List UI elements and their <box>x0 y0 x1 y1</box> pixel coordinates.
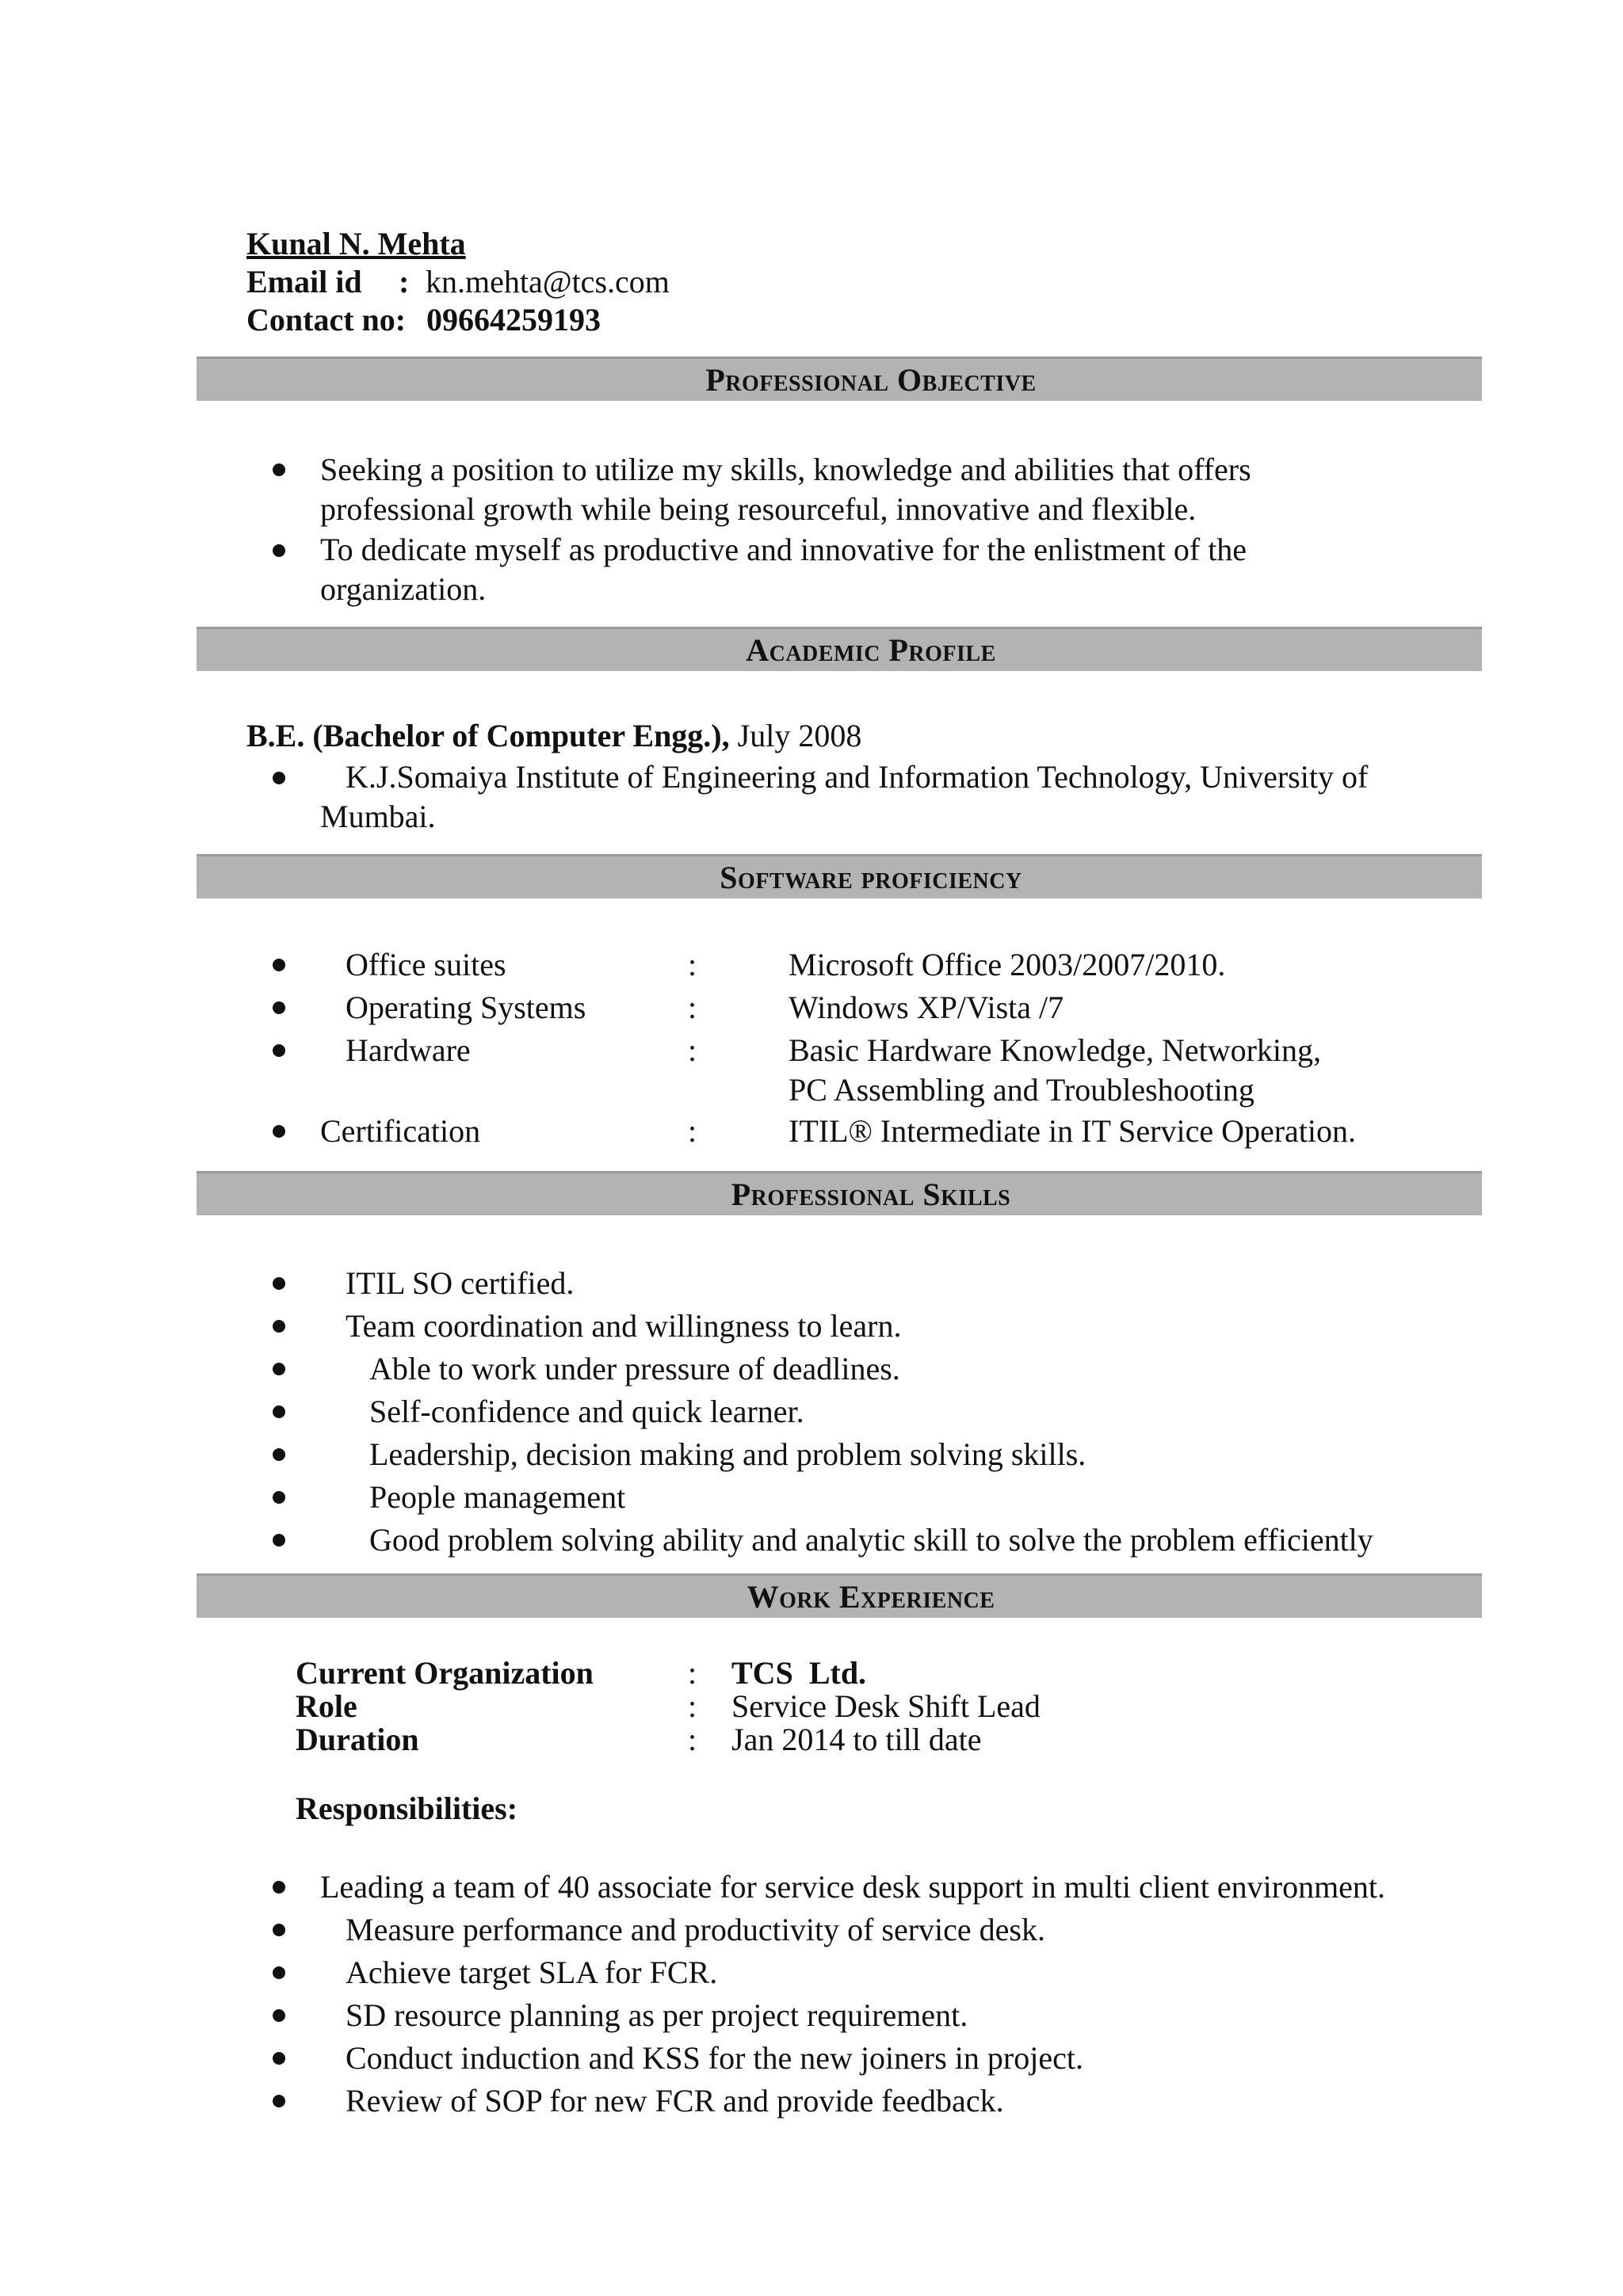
email-colon: : <box>399 264 410 299</box>
responsibility-item: Achieve target SLA for FCR. <box>346 1955 718 1990</box>
candidate-name: Kunal N. Mehta <box>246 226 466 261</box>
software-label-os: Operating Systems <box>346 990 586 1025</box>
email-value: kn.mehta@tcs.com <box>426 264 670 299</box>
email-label: Email id <box>246 264 362 299</box>
degree-line <box>246 717 861 755</box>
contact-value: 09664259193 <box>426 302 601 338</box>
software-colon-certification: : <box>688 1113 697 1149</box>
bullet-icon <box>273 544 285 557</box>
objective-item-1-line-1: Seeking a position to utilize my skills, knowledge and abilities that offers <box>320 452 1251 487</box>
section-title-academic: Academic Profile <box>746 631 996 668</box>
skill-item: Good problem solving ability and analytic skill to solve the problem efficiently <box>369 1522 1373 1558</box>
skill-item: Self-confidence and quick learner. <box>369 1394 804 1429</box>
software-label-office: Office suites <box>346 947 506 982</box>
objective-item-2-line-1: To dedicate myself as productive and innovative for the enlistment of the <box>320 532 1247 567</box>
bullet-icon <box>273 1363 285 1375</box>
section-bar-skills <box>197 1171 1482 1215</box>
software-colon-os: : <box>688 990 697 1025</box>
bullet-icon <box>273 959 285 971</box>
bullet-icon <box>273 463 285 476</box>
duration-colon: : <box>688 1722 697 1757</box>
objective-item-2-line-2: organization. <box>320 571 487 607</box>
bullet-icon <box>273 1491 285 1504</box>
responsibility-item: Leading a team of 40 associate for service desk support in multi client environment. <box>320 1869 1386 1905</box>
bullet-icon <box>273 772 285 784</box>
bullet-icon <box>273 1881 285 1894</box>
skill-item: ITIL SO certified. <box>346 1265 575 1301</box>
software-colon-hardware: : <box>688 1032 697 1068</box>
responsibilities-heading: Responsibilities: <box>296 1791 518 1826</box>
bullet-icon <box>273 1277 285 1290</box>
responsibility-item: Measure performance and productivity of service desk. <box>346 1912 1045 1947</box>
bullet-icon <box>273 2095 285 2107</box>
duration-label: Duration <box>296 1722 419 1757</box>
section-bar-software <box>197 854 1482 898</box>
software-value-hardware-line-2: PC Assembling and Troubleshooting <box>789 1072 1254 1108</box>
duration-value: Jan 2014 to till date <box>731 1722 982 1757</box>
software-value-office: Microsoft Office 2003/2007/2010. <box>789 947 1226 982</box>
software-label-certification: Certification <box>320 1113 481 1149</box>
responsibility-item: Conduct induction and KSS for the new joiners in project. <box>346 2040 1083 2076</box>
bullet-icon <box>273 2052 285 2065</box>
bullet-icon <box>273 1044 285 1057</box>
software-value-certification: ITIL® Intermediate in IT Service Operation. <box>789 1113 1357 1149</box>
section-title-software: Software proficiency <box>720 859 1022 895</box>
skill-item: Leadership, decision making and problem solving skills. <box>369 1436 1086 1472</box>
software-value-os: Windows XP/Vista /7 <box>789 990 1064 1025</box>
bullet-icon <box>273 2009 285 2022</box>
institute-line-2: Mumbai. <box>320 799 436 834</box>
bullet-icon <box>273 1966 285 1979</box>
section-title-objective: Professional Objective <box>705 361 1037 398</box>
skill-item: People management <box>369 1479 626 1515</box>
section-bar-academic <box>197 627 1482 671</box>
org-value: TCS Ltd. <box>731 1655 867 1691</box>
bullet-icon <box>273 1125 285 1138</box>
degree-date: July 2008 <box>737 718 862 753</box>
software-label-hardware: Hardware <box>346 1032 471 1068</box>
responsibility-item: SD resource planning as per project requirement. <box>346 1997 968 2033</box>
objective-item-1-line-2: professional growth while being resourceful, innovative and flexible. <box>320 491 1197 527</box>
institute-line-1: K.J.Somaiya Institute of Engineering and Information Technology, University of <box>346 759 1369 795</box>
role-colon: : <box>688 1688 697 1724</box>
bullet-icon <box>273 1924 285 1936</box>
contact-label: Contact no: <box>246 302 407 338</box>
section-bar-work <box>197 1573 1482 1618</box>
role-label: Role <box>296 1688 357 1724</box>
skill-item: Able to work under pressure of deadlines. <box>369 1351 900 1386</box>
bullet-icon <box>273 1534 285 1547</box>
org-label: Current Organization <box>296 1655 594 1691</box>
software-colon-office: : <box>688 947 697 982</box>
bullet-icon <box>273 1405 285 1418</box>
responsibility-item: Review of SOP for new FCR and provide feedback. <box>346 2083 1004 2119</box>
org-colon: : <box>688 1655 697 1691</box>
section-title-skills: Professional Skills <box>731 1176 1011 1212</box>
section-bar-objective <box>197 357 1482 401</box>
skill-item: Team coordination and willingness to learn. <box>346 1308 902 1344</box>
bullet-icon <box>273 1001 285 1014</box>
degree-title: B.E. (Bachelor of Computer Engg.), <box>246 718 730 753</box>
section-title-work: Work Experience <box>747 1578 995 1615</box>
bullet-icon <box>273 1320 285 1333</box>
software-value-hardware: Basic Hardware Knowledge, Networking, <box>789 1032 1322 1068</box>
role-value: Service Desk Shift Lead <box>731 1688 1041 1724</box>
bullet-icon <box>273 1448 285 1461</box>
